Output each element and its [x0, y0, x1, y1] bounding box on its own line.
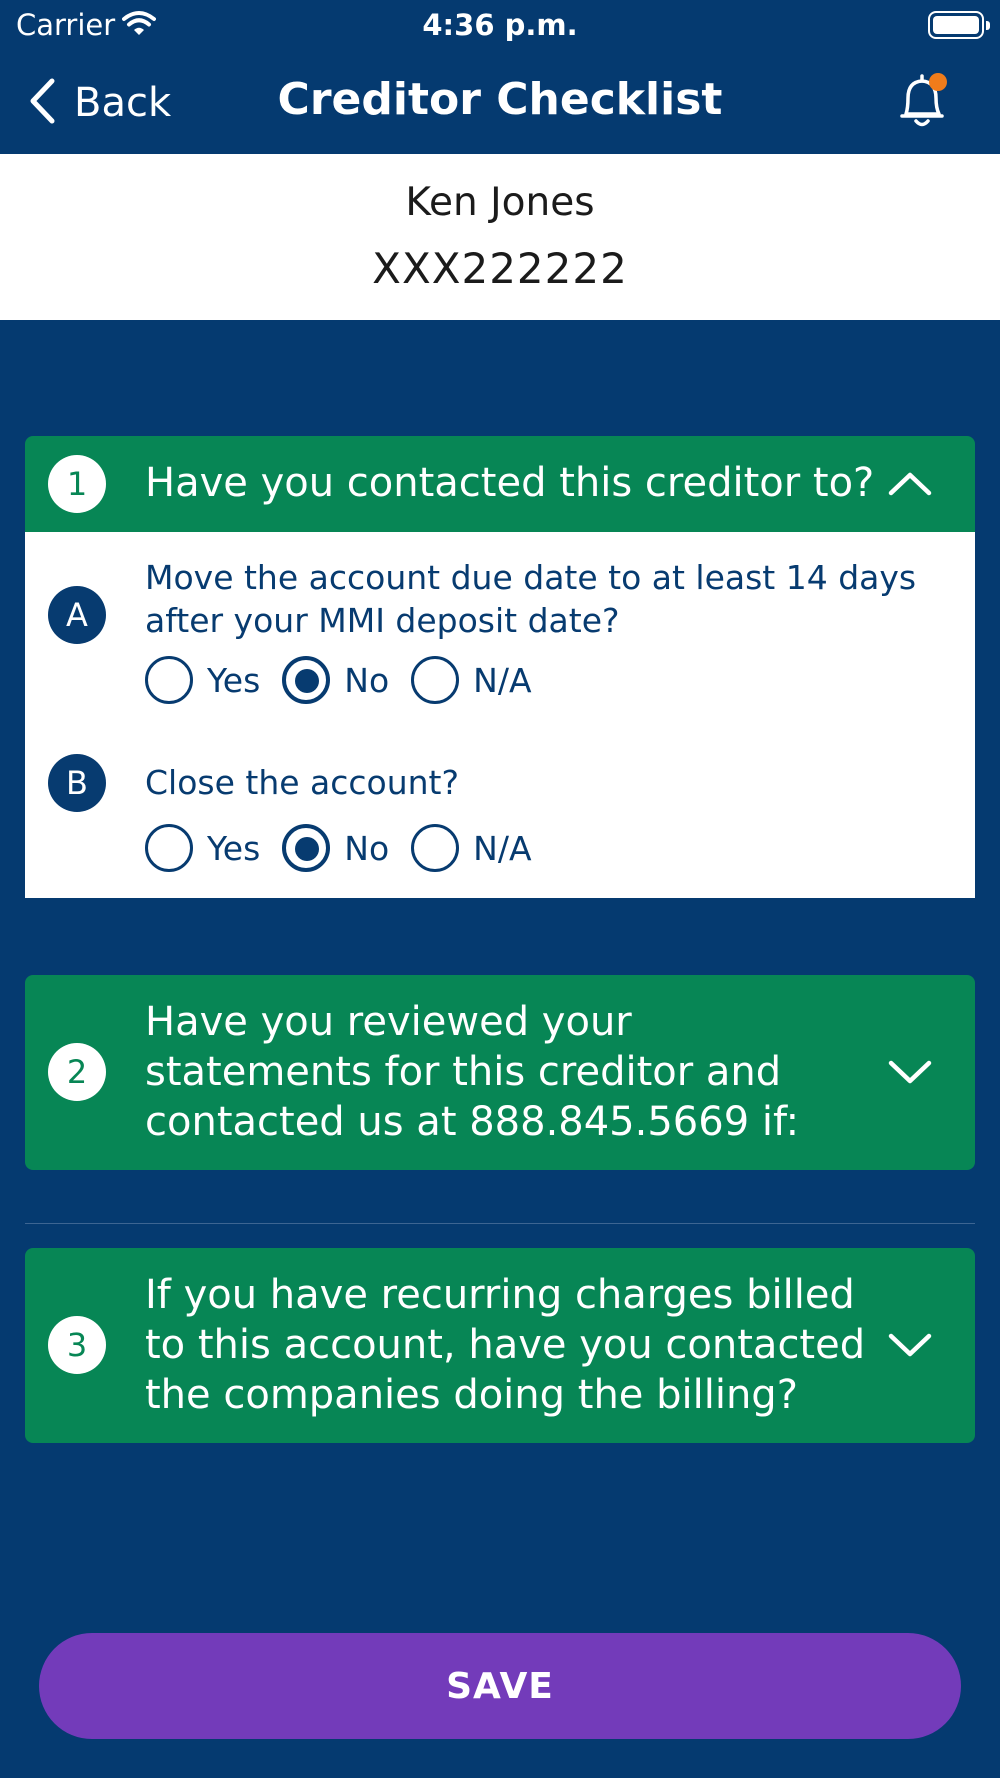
client-account-id: XXX222222 [372, 244, 628, 293]
navigation-bar [0, 50, 1000, 154]
divider [25, 1223, 975, 1224]
radio-option-na[interactable] [411, 824, 531, 872]
section-title: Have you contacted this creditor to? [145, 460, 875, 506]
radio-label: Yes [207, 828, 261, 868]
radio-option-no[interactable] [282, 656, 389, 704]
radio-label: No [344, 660, 390, 700]
chevron-down-icon [887, 1057, 933, 1087]
question-text: Move the account due date to at least 14 days after your MMI deposit date? [145, 558, 917, 640]
status-bar [0, 0, 1000, 50]
section-title: Have you reviewed your statements for this creditor and contacted us at 888.845.5669 if: [145, 999, 800, 1145]
question-letter-badge: B [48, 754, 106, 812]
checklist-section-1-header[interactable] [25, 436, 975, 532]
client-name: Ken Jones [405, 180, 595, 225]
carrier-label: Carrier [16, 8, 116, 42]
chevron-up-icon [887, 469, 933, 499]
radio-label: N/A [473, 828, 532, 868]
radio-label: Yes [207, 660, 261, 700]
notification-badge [929, 73, 947, 91]
section-number-badge: 2 [48, 1043, 106, 1101]
radio-button[interactable] [145, 824, 193, 872]
radio-option-yes[interactable] [145, 824, 260, 872]
radio-option-no[interactable] [282, 824, 389, 872]
notification-bell-icon[interactable] [892, 70, 952, 134]
section-title: If you have recurring charges billed to this account, have you contacted the companies doing the billing? [145, 1272, 866, 1418]
radio-button[interactable] [411, 824, 459, 872]
checklist-section-2-header[interactable] [25, 975, 975, 1170]
clock-time: 4:36 p.m. [422, 8, 578, 42]
question-text: Close the account? [145, 763, 460, 802]
checklist-section-1-body [25, 532, 975, 898]
chevron-down-icon [887, 1330, 933, 1360]
question-letter-badge: A [48, 586, 106, 644]
back-label: Back [74, 80, 172, 126]
page-title: Creditor Checklist [277, 74, 723, 125]
radio-option-yes[interactable] [145, 656, 260, 704]
radio-label: No [344, 828, 390, 868]
question-a-radio-group [145, 656, 554, 704]
section-number-badge: 3 [48, 1316, 106, 1374]
radio-button-selected[interactable] [282, 656, 330, 704]
question-b-radio-group [145, 824, 554, 872]
save-button[interactable]: SAVE [39, 1633, 961, 1739]
radio-option-na[interactable] [411, 656, 531, 704]
battery-icon [928, 11, 984, 39]
checklist-section-3-header[interactable] [25, 1248, 975, 1443]
radio-button[interactable] [411, 656, 459, 704]
radio-button[interactable] [145, 656, 193, 704]
client-header [0, 154, 1000, 320]
radio-label: N/A [473, 660, 532, 700]
section-number-badge: 1 [48, 455, 106, 513]
radio-button-selected[interactable] [282, 824, 330, 872]
